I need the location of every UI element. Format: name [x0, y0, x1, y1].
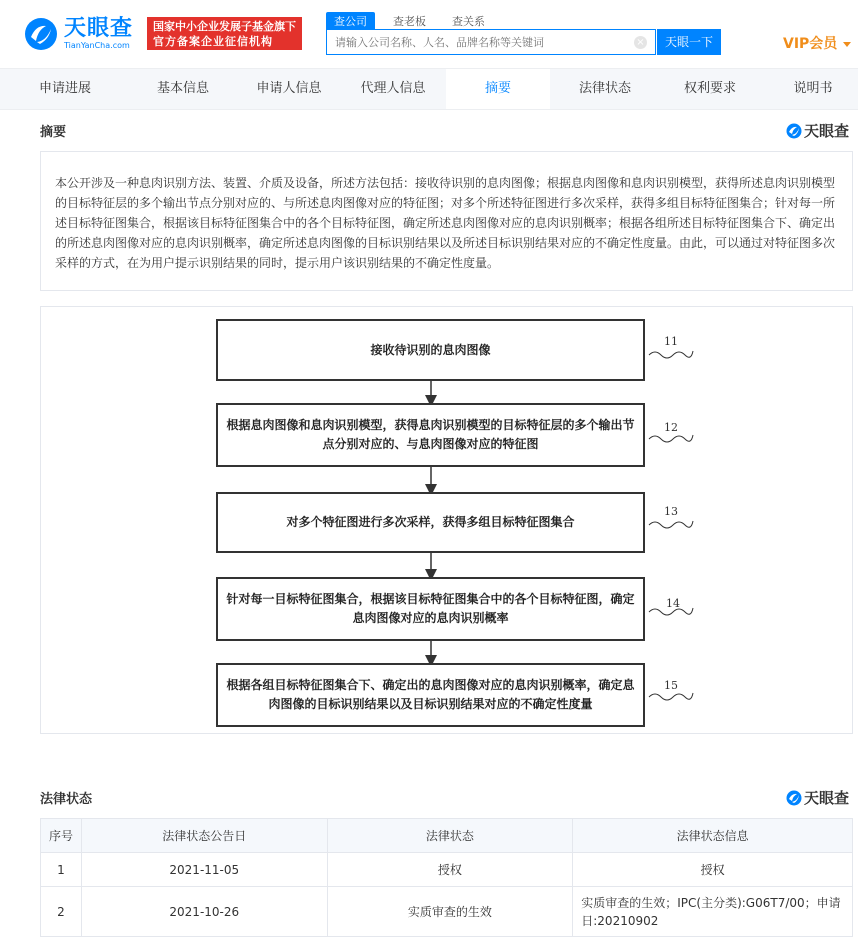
legal-status-title: 法律状态 [40, 792, 93, 807]
column-header: 序号 [41, 819, 82, 853]
search-button[interactable]: 天眼一下 [657, 29, 721, 55]
search-tabs [326, 12, 503, 30]
cell-info: 实质审查的生效；IPC(主分类):G06T7/00；申请日:20210902 [573, 887, 853, 937]
flow-step-15: 根据各组目标特征图集合下、确定出的息肉图像对应的息肉识别概率，确定息肉图像的目标识别结果以及目标识别结果对应的不确定性度量 [216, 663, 645, 727]
clear-icon[interactable]: × [634, 36, 647, 49]
detail-nav [0, 68, 858, 110]
column-header: 法律状态 [327, 819, 573, 853]
tianyancha-logo-icon [786, 123, 802, 139]
legal-status-brand [786, 787, 849, 808]
vip-menu[interactable] [783, 33, 851, 53]
logo-subtext: TianYanCha.com [64, 41, 130, 50]
gov-badge-line1: 国家中小企业发展子基金旗下 [153, 20, 296, 33]
legal-status-table [40, 818, 853, 937]
flow-step-12: 根据息肉图像和息肉识别模型，获得息肉识别模型的目标特征层的多个输出节点分别对应的、与息肉图像对应的特征图 [216, 403, 645, 467]
flow-step-13: 对多个特征图进行多次采样，获得多组目标特征图集合 [216, 492, 645, 553]
abstract-figure [40, 306, 853, 734]
chevron-down-icon [843, 42, 851, 47]
flow-leader [649, 693, 693, 700]
flow-leader [649, 351, 693, 358]
cell-status: 授权 [327, 853, 573, 887]
logo-text: 天眼查 [64, 16, 134, 41]
gov-badge-line2: 官方备案企业征信机构 [153, 35, 273, 48]
abstract-brand [786, 120, 849, 141]
tab-applicant-info[interactable]: 申请人信息 [256, 81, 322, 96]
abstract-title: 摘要 [40, 125, 67, 140]
flow-leader [649, 435, 693, 442]
site-logo[interactable] [24, 16, 133, 52]
tab-legal-status[interactable]: 法律状态 [578, 81, 631, 96]
cell-date: 2021-11-05 [81, 853, 327, 887]
flow-step-number: 13 [664, 505, 678, 518]
search-tab-relation[interactable]: 查关系 [452, 15, 485, 28]
cell-no: 2 [41, 887, 82, 937]
abstract-box [40, 151, 853, 291]
table-row [41, 887, 853, 937]
tianyancha-logo-icon [24, 17, 58, 51]
cell-status: 实质审查的生效 [327, 887, 573, 937]
tab-agent-info[interactable]: 代理人信息 [360, 81, 426, 96]
tab-basic-info[interactable]: 基本信息 [156, 81, 209, 96]
tab-specification[interactable]: 说明书 [793, 81, 833, 96]
search-tab-boss[interactable]: 查老板 [393, 15, 426, 28]
flow-step-number: 14 [666, 597, 680, 610]
flow-leader [649, 521, 693, 528]
cell-info: 授权 [573, 853, 853, 887]
column-header: 法律状态公告日 [81, 819, 327, 853]
flow-step-number: 15 [664, 679, 678, 692]
vip-label: VIP会员 [783, 36, 838, 52]
flow-step-11: 接收待识别的息肉图像 [216, 319, 645, 381]
cell-date: 2021-10-26 [81, 887, 327, 937]
abstract-brand-text: 天眼查 [804, 122, 850, 140]
cell-no: 1 [41, 853, 82, 887]
flow-step-number: 12 [664, 421, 678, 434]
gov-badge [147, 17, 302, 50]
tab-application-progress[interactable]: 申请进展 [38, 81, 91, 96]
tianyancha-logo-icon [786, 790, 802, 806]
tab-claims[interactable]: 权利要求 [683, 81, 736, 96]
flow-step-14: 针对每一目标特征图集合，根据该目标特征图集合中的各个目标特征图，确定息肉图像对应的息肉识别概率 [216, 577, 645, 641]
flow-step-number: 11 [664, 335, 678, 348]
table-row [41, 853, 853, 887]
search-input[interactable] [335, 36, 635, 49]
search-tab-company[interactable]: 查公司 [326, 12, 375, 30]
table-header-row [41, 819, 853, 853]
site-header [0, 0, 858, 68]
column-header: 法律状态信息 [573, 819, 853, 853]
tab-abstract[interactable]: 摘要 [446, 69, 550, 109]
search-box [326, 29, 656, 55]
legal-status-brand-text: 天眼查 [804, 789, 850, 807]
abstract-text: 本公开涉及一种息肉识别方法、装置、介质及设备，所述方法包括：接收待识别的息肉图像；根据息肉图像和息肉识别模型，获得所述息肉识别模型的目标特征层的多个输出节点分别对应的、与所述息肉图像对应的特征图；对多个所述特征图进行多次采样，获得多组目标特征图集合；针对每一所述目标特征图集合，根据该目标特征图集合中的各个目标特征图，确定所述息肉图像对应的息肉识别概率；根据各组所述目标特征图集合下、确定出的所述息肉图像对应的息肉识别概率，确定所述息肉图像的目标识别结果以及所述目标识别结果对应的不确定性度量。由此，可以通过对特征图多次采样的方式，在为用户提示识别结果的同时，提示用户该识别结果的不确定性度量。 [55, 176, 836, 270]
